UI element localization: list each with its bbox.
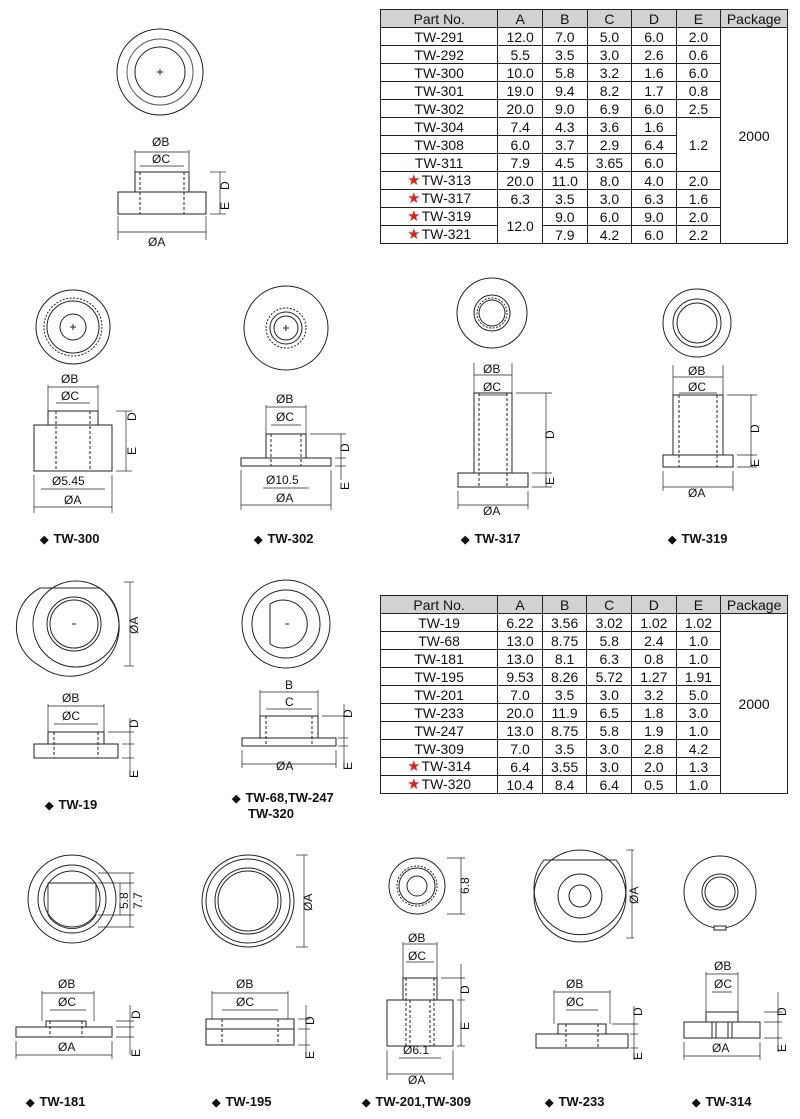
dim-label-b: B (285, 678, 294, 692)
cell-b: 3.56 (542, 614, 587, 632)
caption-tw-320: TW-320 (248, 806, 294, 821)
dim-label-a: ØA (276, 759, 294, 773)
cell-d: 2.4 (632, 632, 677, 650)
cell-c: 6.0 (587, 208, 632, 226)
part-number-cell: ★TW-319 (381, 208, 498, 226)
technical-drawing (375, 852, 485, 1087)
cell-b: 8.75 (542, 722, 587, 740)
dim-label-61: Ø6.1 (403, 1043, 430, 1057)
dim-label-c: ØC (58, 995, 76, 1009)
dim-label-e: E (127, 769, 141, 778)
dim-label-a: ØA (712, 1041, 730, 1055)
cell-c: 3.6 (587, 118, 632, 136)
technical-drawing (198, 855, 328, 1070)
part-number-cell: TW-247 (381, 722, 498, 740)
technical-drawing (238, 578, 363, 783)
cell-e: 0.8 (676, 82, 720, 100)
dim-label-b: ØB (566, 977, 584, 991)
bullet-icon: ◆ (692, 1097, 701, 1109)
technical-drawing (12, 855, 152, 1070)
dim-label-c: ØC (276, 410, 294, 424)
bullet-icon: ◆ (461, 534, 470, 546)
drawing-tw-233 (530, 850, 660, 1075)
dim-label-b: ØB (276, 392, 294, 406)
part-number-cell: TW-181 (381, 650, 498, 668)
cell-c: 8.0 (587, 172, 632, 190)
column-header: A (498, 10, 543, 28)
cell-c: 6.3 (587, 650, 632, 668)
column-header: D (632, 10, 676, 28)
cell-e: 1.6 (676, 190, 720, 208)
dim-label-d: D (631, 1007, 645, 1016)
caption-tw-302: ◆ TW-302 (254, 531, 314, 546)
caption-tw-181: ◆ TW-181 (26, 1094, 86, 1109)
dim-label-a: ØA (276, 491, 294, 505)
dim-label-d: D (543, 430, 557, 439)
drawing-tw-300 (28, 285, 148, 525)
part-number-cell: TW-292 (381, 46, 498, 64)
part-number-cell: ★TW-320 (381, 776, 498, 794)
cell-a: 7.9 (498, 154, 543, 172)
part-number-cell: TW-195 (381, 668, 498, 686)
part-number-cell: TW-311 (381, 154, 498, 172)
dim-label-b: ØB (688, 364, 706, 378)
drawing-tw-181 (12, 855, 152, 1075)
part-number-cell: ★TW-317 (381, 190, 498, 208)
column-header: C (587, 596, 632, 614)
bullet-icon: ◆ (45, 800, 54, 812)
caption-tw-201-309: ◆ TW-201,TW-309 (362, 1094, 472, 1109)
drawing-tw-319 (655, 285, 780, 505)
dim-label-a: ØA (127, 616, 141, 634)
column-header: Part No. (381, 596, 498, 614)
part-number-cell: TW-19 (381, 614, 498, 632)
cell-c: 3.65 (587, 154, 632, 172)
dim-label-d: D (129, 1010, 143, 1019)
column-header: B (543, 10, 588, 28)
caption-tw-233: ◆ TW-233 (545, 1094, 605, 1109)
cell-c: 3.0 (587, 686, 632, 704)
dim-label-e: E (129, 1048, 143, 1057)
part-number-cell: TW-233 (381, 704, 498, 722)
table-row (381, 28, 788, 46)
star-icon: ★ (407, 208, 421, 225)
dim-label-d: D (748, 424, 762, 433)
dim-label-a: ØA (301, 893, 315, 911)
technical-drawing (446, 275, 571, 520)
cell-d: 1.9 (632, 722, 677, 740)
part-number-cell: TW-300 (381, 64, 498, 82)
cell-c: 5.72 (587, 668, 632, 686)
cell-c: 6.4 (587, 776, 632, 794)
dim-label-a: ØA (483, 504, 501, 518)
cell-b: 3.5 (542, 686, 587, 704)
cell-a: 7.0 (498, 740, 543, 758)
cell-d: 1.8 (632, 704, 677, 722)
dim-label-a: ØA (688, 486, 706, 500)
caption-tw-300: ◆ TW-300 (40, 531, 100, 546)
dim-label-e: E (303, 1050, 317, 1059)
cell-b: 9.4 (543, 82, 588, 100)
cell-d: 6.0 (632, 226, 676, 244)
column-header: A (498, 596, 543, 614)
drawing-tw-314 (678, 852, 790, 1077)
cell-c: 5.0 (587, 28, 632, 46)
dim-label-c: ØC (408, 949, 426, 963)
part-number-cell: TW-304 (381, 118, 498, 136)
cell-b: 9.0 (543, 208, 588, 226)
table-row (381, 614, 788, 632)
dim-label-a: ØA (148, 235, 166, 249)
dim-label-e: E (338, 481, 352, 490)
cell-a: 13.0 (498, 632, 543, 650)
table-header-row (381, 10, 788, 28)
dim-label-d: D (125, 412, 139, 421)
dim-label-a: ØA (64, 493, 82, 507)
bullet-icon: ◆ (668, 534, 677, 546)
dim-label-b: ØB (714, 959, 732, 973)
cell-e: 6.0 (676, 64, 720, 82)
column-header: Part No. (381, 10, 498, 28)
dim-label-e: E (341, 761, 355, 770)
cell-d: 1.7 (632, 82, 676, 100)
dim-label-e: E (631, 1051, 645, 1060)
caption-tw-317: ◆ TW-317 (461, 531, 521, 546)
bullet-icon: ◆ (212, 1097, 221, 1109)
drawing-tw-302 (238, 280, 368, 525)
dim-label-d: D (127, 719, 141, 728)
cell-c: 5.8 (587, 722, 632, 740)
cell-c: 6.9 (587, 100, 632, 118)
cell-d: 1.27 (632, 668, 677, 686)
cell-b: 11.9 (542, 704, 587, 722)
technical-drawing (28, 285, 148, 520)
star-icon: ★ (407, 758, 421, 775)
drawing-tw-68 (238, 578, 363, 788)
cell-c: 4.2 (587, 226, 632, 244)
cell-e: 0.6 (676, 46, 720, 64)
cell-e: 1.02 (676, 614, 721, 632)
dim-label-b: ØB (62, 691, 80, 705)
drawing-tw-201 (375, 852, 485, 1092)
cell-e: 2.0 (676, 28, 720, 46)
part-number-cell: TW-309 (381, 740, 498, 758)
cell-a: 19.0 (498, 82, 543, 100)
column-header: D (632, 596, 677, 614)
part-number-cell: ★TW-313 (381, 172, 498, 190)
cell-c: 8.2 (587, 82, 632, 100)
dim-label-c: ØC (152, 152, 170, 166)
technical-drawing (30, 578, 150, 783)
cell-a: 20.0 (498, 172, 543, 190)
dim-label-b: ØB (61, 372, 79, 386)
dim-label-b: ØB (236, 977, 254, 991)
column-header: B (542, 596, 587, 614)
cell-c: 3.0 (587, 758, 632, 776)
dim-label-58: 5.8 (117, 892, 131, 909)
dim-label-68: 6.8 (458, 877, 472, 894)
cell-b: 7.0 (543, 28, 588, 46)
dim-label-e: E (458, 1021, 472, 1030)
drawing-tw-317 (446, 275, 571, 525)
package-cell: 2000 (721, 614, 788, 794)
technical-drawing (100, 20, 240, 250)
cell-a: 13.0 (498, 650, 543, 668)
cell-a: 6.22 (498, 614, 543, 632)
dim-label-e: E (125, 446, 139, 455)
part-number-cell: ★TW-314 (381, 758, 498, 776)
part-number-cell: TW-308 (381, 136, 498, 154)
technical-drawing (530, 850, 660, 1070)
caption-tw-195: ◆ TW-195 (212, 1094, 272, 1109)
dim-label-a: ØA (627, 886, 641, 904)
part-number-cell: TW-68 (381, 632, 498, 650)
cell-d: 1.6 (632, 64, 676, 82)
caption-tw-319: ◆ TW-319 (668, 531, 728, 546)
cell-b: 8.1 (542, 650, 587, 668)
dim-label-c: ØC (61, 389, 79, 403)
dim-label-b: ØB (483, 362, 501, 376)
cell-b: 8.26 (542, 668, 587, 686)
cell-d: 6.0 (632, 154, 676, 172)
star-icon: ★ (407, 776, 421, 793)
cell-b: 4.3 (543, 118, 588, 136)
star-icon: ★ (407, 172, 421, 189)
cell-d: 6.0 (632, 28, 676, 46)
cell-e: 1.0 (676, 632, 721, 650)
caption-tw-314: ◆ TW-314 (692, 1094, 752, 1109)
dim-label-b: ØB (58, 977, 76, 991)
spec-table-2 (380, 595, 788, 794)
cell-d: 1.6 (632, 118, 676, 136)
cell-d: 2.8 (632, 740, 677, 758)
bullet-icon: ◆ (40, 534, 49, 546)
cell-e: 1.91 (676, 668, 721, 686)
cell-b: 4.5 (543, 154, 588, 172)
dim-label-c: ØC (483, 380, 501, 394)
cell-c: 5.8 (587, 632, 632, 650)
cell-c: 2.9 (587, 136, 632, 154)
dim-label-545: Ø5.45 (52, 474, 85, 488)
cell-c: 3.0 (587, 190, 632, 208)
cell-b: 3.55 (542, 758, 587, 776)
caption-tw-19: ◆ TW-19 (45, 797, 98, 812)
bullet-icon: ◆ (254, 534, 263, 546)
star-icon: ★ (407, 190, 421, 207)
column-header: Package (721, 10, 788, 28)
cell-d: 6.3 (632, 190, 676, 208)
drawing-generic-washer (100, 20, 240, 255)
cell-e: 2.0 (676, 172, 720, 190)
dim-label-77: 7.7 (131, 892, 145, 909)
dim-label-c: ØC (714, 977, 732, 991)
star-icon: ★ (407, 226, 421, 243)
dim-label-c: ØC (688, 380, 706, 394)
dim-label-d: D (458, 985, 472, 994)
dim-label-c: ØC (566, 995, 584, 1009)
cell-d: 3.2 (632, 686, 677, 704)
dim-label-d: D (775, 1007, 789, 1016)
cell-e: 4.2 (676, 740, 721, 758)
cell-a: 6.4 (498, 758, 543, 776)
cell-c: 6.5 (587, 704, 632, 722)
dim-label-d: D (341, 709, 355, 718)
cell-e: 2.2 (676, 226, 720, 244)
cell-d: 9.0 (632, 208, 676, 226)
cell-a: 6.3 (498, 190, 543, 208)
dim-label-b: ØB (408, 931, 426, 945)
cell-c: 3.0 (587, 740, 632, 758)
dim-label-c: ØC (236, 995, 254, 1009)
cell-a: 10.0 (498, 64, 543, 82)
spec-table-1 (380, 9, 788, 244)
cell-a: 5.5 (498, 46, 543, 64)
cell-a: 12.0 (498, 28, 543, 46)
cell-a: 20.0 (498, 100, 543, 118)
cell-e: 5.0 (676, 686, 721, 704)
part-number-cell: TW-291 (381, 28, 498, 46)
column-header: Package (721, 596, 788, 614)
caption-tw-68-247: ◆ TW-68,TW-247 (232, 790, 334, 805)
dim-label-a: ØA (58, 1040, 76, 1054)
cell-d: 0.5 (632, 776, 677, 794)
table-header-row (381, 596, 788, 614)
cell-e: 1.0 (676, 650, 721, 668)
cell-b: 9.0 (543, 100, 588, 118)
cell-a: 7.4 (498, 118, 543, 136)
bullet-icon: ◆ (232, 793, 241, 805)
cell-b: 7.9 (543, 226, 588, 244)
cell-b: 3.5 (543, 190, 588, 208)
cell-b: 8.75 (542, 632, 587, 650)
cell-e: 3.0 (676, 704, 721, 722)
column-header: E (676, 596, 721, 614)
dim-label-b: ØB (152, 135, 170, 149)
cell-e: 1.3 (676, 758, 721, 776)
bullet-icon: ◆ (545, 1097, 554, 1109)
cell-a: 10.4 (498, 776, 543, 794)
cell-d: 0.8 (632, 650, 677, 668)
dim-label-c: ØC (62, 709, 80, 723)
cell-d: 2.6 (632, 46, 676, 64)
cell-d: 4.0 (632, 172, 676, 190)
dim-label-e: E (218, 201, 232, 210)
cell-d: 2.0 (632, 758, 677, 776)
cell-d: 6.4 (632, 136, 676, 154)
dim-label-105: Ø10.5 (266, 473, 299, 487)
cell-e: 1.2 (676, 118, 720, 172)
package-cell: 2000 (721, 28, 788, 244)
part-number-cell: ★TW-321 (381, 226, 498, 244)
cell-c: 3.0 (587, 46, 632, 64)
technical-drawing (655, 285, 780, 500)
cell-a: 7.0 (498, 686, 543, 704)
cell-e: 1.0 (676, 722, 721, 740)
cell-d: 1.02 (632, 614, 677, 632)
cell-a: 20.0 (498, 704, 543, 722)
bullet-icon: ◆ (26, 1097, 35, 1109)
technical-drawing (678, 852, 790, 1072)
cell-c: 3.02 (587, 614, 632, 632)
cell-b: 3.5 (543, 46, 588, 64)
cell-a: 12.0 (498, 208, 543, 244)
part-number-cell: TW-301 (381, 82, 498, 100)
dim-label-e: E (543, 476, 557, 485)
bullet-icon: ◆ (362, 1097, 371, 1109)
cell-e: 2.5 (676, 100, 720, 118)
dim-label-e: E (748, 458, 762, 467)
cell-b: 11.0 (543, 172, 588, 190)
technical-drawing (238, 280, 368, 520)
cell-d: 6.0 (632, 100, 676, 118)
column-header: E (676, 10, 720, 28)
dim-label-c: C (285, 695, 294, 709)
cell-b: 3.5 (542, 740, 587, 758)
cell-e: 1.0 (676, 776, 721, 794)
column-header: C (587, 10, 632, 28)
part-number-cell: TW-201 (381, 686, 498, 704)
dim-label-e: E (775, 1043, 789, 1052)
cell-b: 5.8 (543, 64, 588, 82)
cell-a: 9.53 (498, 668, 543, 686)
dim-label-d: D (218, 181, 232, 190)
drawing-tw-195 (198, 855, 328, 1075)
cell-a: 13.0 (498, 722, 543, 740)
cell-c: 3.2 (587, 64, 632, 82)
drawing-tw-19 (30, 578, 150, 788)
cell-b: 8.4 (542, 776, 587, 794)
cell-a: 6.0 (498, 136, 543, 154)
dim-label-d: D (338, 443, 352, 452)
dim-label-a: ØA (408, 1073, 426, 1087)
cell-b: 3.7 (543, 136, 588, 154)
dim-label-d: D (303, 1016, 317, 1025)
part-number-cell: TW-302 (381, 100, 498, 118)
cell-e: 2.0 (676, 208, 720, 226)
